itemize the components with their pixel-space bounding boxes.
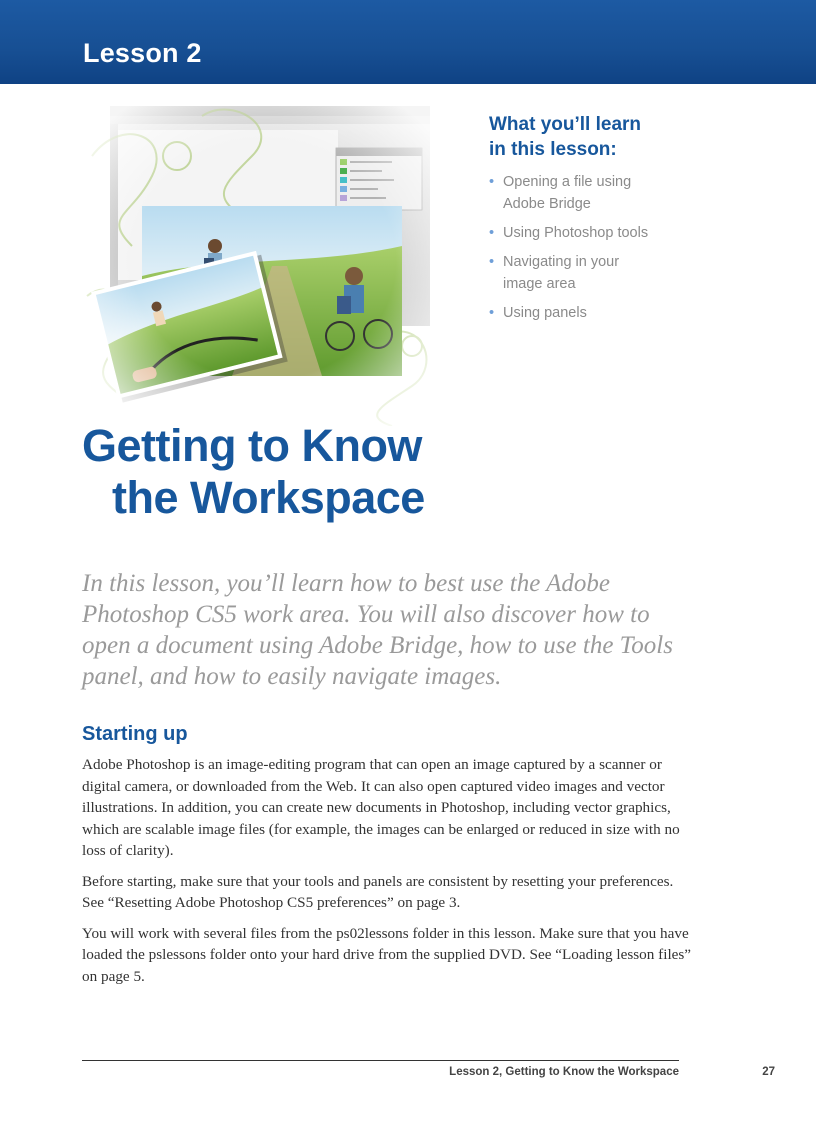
section-heading: Starting up (82, 723, 188, 745)
lesson-banner (0, 0, 816, 84)
learn-item-text: Using Photoshop tools (503, 225, 649, 241)
chapter-title-line1: Getting to Know (82, 420, 422, 471)
learn-list (489, 171, 749, 331)
bullet-icon: • (489, 254, 495, 270)
intro-paragraph: In this lesson, you’ll learn how to best use the Adobe Photoshop CS5 work area. You will also discover how to open a document using Adobe Bridge, how to use the Tools panel, and how to easily navigate images. (82, 570, 673, 690)
bullet-icon: • (489, 225, 495, 241)
body-paragraph: Before starting, make sure that your tools and panels are consistent by resetting your preferences. See “Resetting Adobe Photoshop CS5 preferences” on page 3. (82, 872, 674, 911)
footer-divider (82, 1060, 679, 1061)
learn-item-text: Navigating in your (503, 254, 620, 270)
body-paragraph: Adobe Photoshop is an image-editing program that can open an image captured by a scanner or digital camera, or downloaded from the Web. It can also open captured video images and vector illustrations. In addition, you can create new documents in Photoshop, including vector graphics, which are scalable image files (for example, the images can be enlarged or reduced in size with no loss of clarity). (82, 756, 680, 859)
learn-item (489, 302, 749, 324)
chapter-title (82, 420, 502, 524)
lesson-label: Lesson 2 (83, 38, 202, 68)
learn-item (489, 251, 749, 295)
page-number: 27 (762, 1066, 775, 1078)
learn-heading (489, 112, 749, 162)
learn-item-text: Adobe Bridge (503, 196, 591, 212)
body-text (82, 754, 692, 996)
learn-item-text: Opening a file using (503, 174, 632, 190)
body-paragraph: You will work with several files from the ps02lessons folder in this lesson. Make sure that you have loaded the pslessons folder onto your hard drive from the supplied DVD. See “Loading lesson files” on page 5. (82, 924, 692, 985)
running-footer: Lesson 2, Getting to Know the Workspace (449, 1066, 679, 1078)
bullet-icon: • (489, 305, 495, 321)
learn-item-text: image area (503, 276, 576, 292)
learn-heading-line2: in this lesson: (489, 139, 617, 160)
bullet-icon: • (489, 174, 495, 190)
learn-item (489, 171, 749, 215)
learn-item-text: Using panels (503, 305, 587, 321)
chapter-title-line2: the Workspace (112, 472, 425, 523)
chapter-illustration (82, 96, 447, 426)
learn-item (489, 222, 749, 244)
learn-heading-line1: What you’ll learn (489, 114, 642, 135)
